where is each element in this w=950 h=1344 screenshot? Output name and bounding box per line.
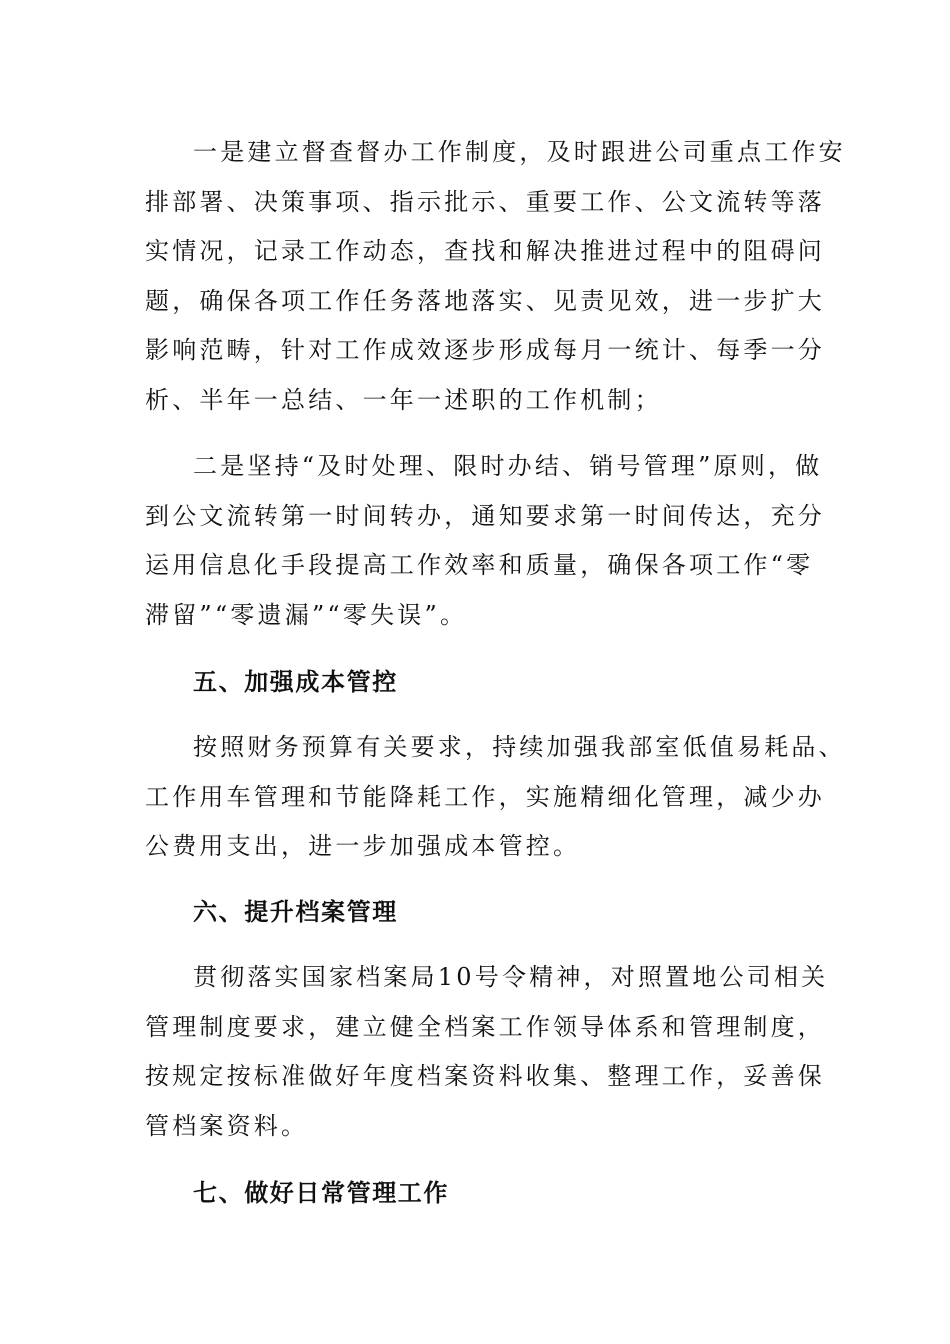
text-line: 影响范畴，针对工作成效逐步形成每月一统计、每季一分 [145, 336, 825, 365]
text-line: 工作用车管理和节能降耗工作，实施精细化管理，减少办 [145, 782, 825, 811]
section-heading-cost-control: 五、加强成本管控 [193, 668, 398, 696]
section-heading-daily-management: 七、做好日常管理工作 [193, 1179, 449, 1207]
paragraph-supervision [145, 128, 846, 426]
text-line: 贯彻落实国家档案局10号令精神，对照置地公司相关 [193, 963, 829, 991]
text-line: 排部署、决策事项、指示批示、重要工作、公文流转等落 [145, 187, 825, 216]
text-line: 题，确保各项工作任务落地落实、见责见效，进一步扩大 [145, 286, 825, 315]
text-line: 到公文流转第一时间转办，通知要求第一时间传达，充分 [145, 501, 825, 530]
text-line: 析、半年一总结、一年一述职的工作机制； [145, 385, 662, 414]
section-heading-archive: 六、提升档案管理 [193, 898, 398, 926]
text-line: 管档案资料。 [145, 1111, 309, 1140]
text-line: 运用信息化手段提高工作效率和质量，确保各项工作“零 [145, 551, 814, 580]
paragraph-document-flow [145, 442, 825, 640]
text-line: 一是建立督查督办工作制度，及时跟进公司重点工作安 [193, 138, 846, 166]
text-line: 按规定按标准做好年度档案资料收集、整理工作，妥善保 [145, 1062, 825, 1091]
text-line: 二是坚持“及时处理、限时办结、销号管理”原则，做 [193, 452, 823, 480]
paragraph-cost-control [145, 723, 846, 872]
text-line: 按照财务预算有关要求，持续加强我部室低值易耗品、 [193, 733, 846, 761]
text-line: 实情况，记录工作动态，查找和解决推进过程中的阻碍问 [145, 237, 825, 266]
text-line: 滞留”“零遗漏”“零失误”。 [145, 600, 468, 629]
text-line: 管理制度要求，建立健全档案工作领导体系和管理制度， [145, 1012, 825, 1041]
text-line: 公费用支出，进一步加强成本管控。 [145, 832, 581, 861]
paragraph-archive [145, 953, 829, 1151]
